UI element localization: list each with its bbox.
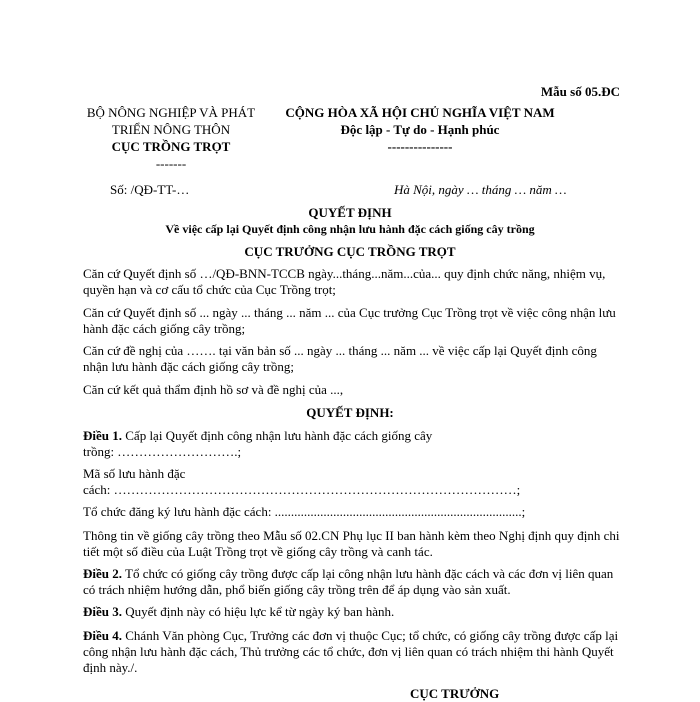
form-number: Mẫu số 05.ĐC xyxy=(540,84,620,99)
decision-heading: QUYẾT ĐỊNH: xyxy=(306,405,394,420)
preamble-3: Căn cứ đề nghị của ……. tại văn bản số ... ngày ... tháng ... năm ... về việc cấp lại Quyết định công nhận lưu hành đặc cách giống cây trồng; xyxy=(83,343,597,374)
country-name: CỘNG HÒA XÃ HỘI CHỦ NGHĨA VIỆT NAM xyxy=(285,105,555,120)
agency-ministry-line2: TRIỂN NÔNG THÔN xyxy=(111,122,231,137)
authority-heading: CỤC TRƯỞNG CỤC TRỒNG TRỌT xyxy=(244,244,456,259)
article-1-text: Cấp lại Quyết định công nhận lưu hành đặc cách giống cây xyxy=(122,428,433,443)
article-3-label: Điều 3. xyxy=(83,604,122,619)
document-number: Số: /QĐ-TT-… xyxy=(110,182,190,197)
preamble-4: Căn cứ kết quả thẩm định hồ sơ và đề nghị của ..., xyxy=(83,382,344,397)
article-1-organization: Tổ chức đăng ký lưu hành đặc cách: ............................................................................; xyxy=(83,504,526,519)
agency-rule: ------- xyxy=(155,156,187,171)
article-1-info: Thông tin về giống cây trồng theo Mẫu số 02.CN Phụ lục II ban hành kèm theo Nghị định quy định chi tiết một số điều của Luật Trồng trọt về giống cây trồng và canh tác. xyxy=(83,528,620,559)
agency-ministry-line1: BỘ NÔNG NGHIỆP VÀ PHÁT xyxy=(86,105,256,120)
article-4-label: Điều 4. xyxy=(83,628,122,643)
article-2-text: Tổ chức có giống cây trồng được cấp lại công nhận lưu hành đặc cách và các đơn vị liên quan có trách nhiệm hướng dẫn, phổ biến giống cây trồng trên để áp dụng vào sản xuất. xyxy=(83,566,614,597)
article-1-variety: trồng: ……………………….; xyxy=(83,444,242,459)
article-3 xyxy=(83,604,623,620)
article-1-label: Điều 1. xyxy=(83,428,122,443)
article-4 xyxy=(83,628,623,676)
article-2-label: Điều 2. xyxy=(83,566,122,581)
motto: Độc lập - Tự do - Hạnh phúc xyxy=(340,122,500,137)
article-1-code-label: Mã số lưu hành đặc xyxy=(83,466,186,481)
preamble-2: Căn cứ Quyết định số ... ngày ... tháng ... năm ... của Cục trưởng Cục Trồng trọt về việc công nhận lưu hành đặc cách giống cây trồng; xyxy=(83,305,616,336)
issuing-agency xyxy=(66,104,276,172)
article-3-text: Quyết định này có hiệu lực kể từ ngày ký ban hành. xyxy=(122,604,395,619)
preamble-1: Căn cứ Quyết định số …/QĐ-BNN-TCCB ngày...tháng...năm...của... quy định chức năng, nhiệm vụ, quyền hạn và cơ cấu tổ chức của Cục Trồng trọt; xyxy=(83,266,606,297)
article-1-code-value: cách: …………………………………………………………………………………; xyxy=(83,482,521,497)
document-subtitle: Về việc cấp lại Quyết định công nhận lưu hành đặc cách giống cây trồng xyxy=(165,222,535,236)
article-1-code xyxy=(83,466,623,498)
article-1 xyxy=(83,428,623,460)
agency-department: CỤC TRỒNG TRỌT xyxy=(111,139,231,154)
national-motto xyxy=(270,104,570,155)
motto-rule: --------------- xyxy=(387,139,453,154)
article-4-text: Chánh Văn phòng Cục, Trưởng các đơn vị thuộc Cục; tổ chức, có giống cây trồng được cấp lại công nhận lưu hành đặc cách, Thủ trưởng các tổ chức, đơn vị liên quan có trách nhiệm thi hành Quyết định này./. xyxy=(83,628,619,675)
signature-title: CỤC TRƯỞNG xyxy=(410,686,500,701)
article-2 xyxy=(83,566,623,598)
place-date: Hà Nội, ngày … tháng … năm … xyxy=(394,182,567,197)
document-title: QUYẾT ĐỊNH xyxy=(308,205,392,220)
